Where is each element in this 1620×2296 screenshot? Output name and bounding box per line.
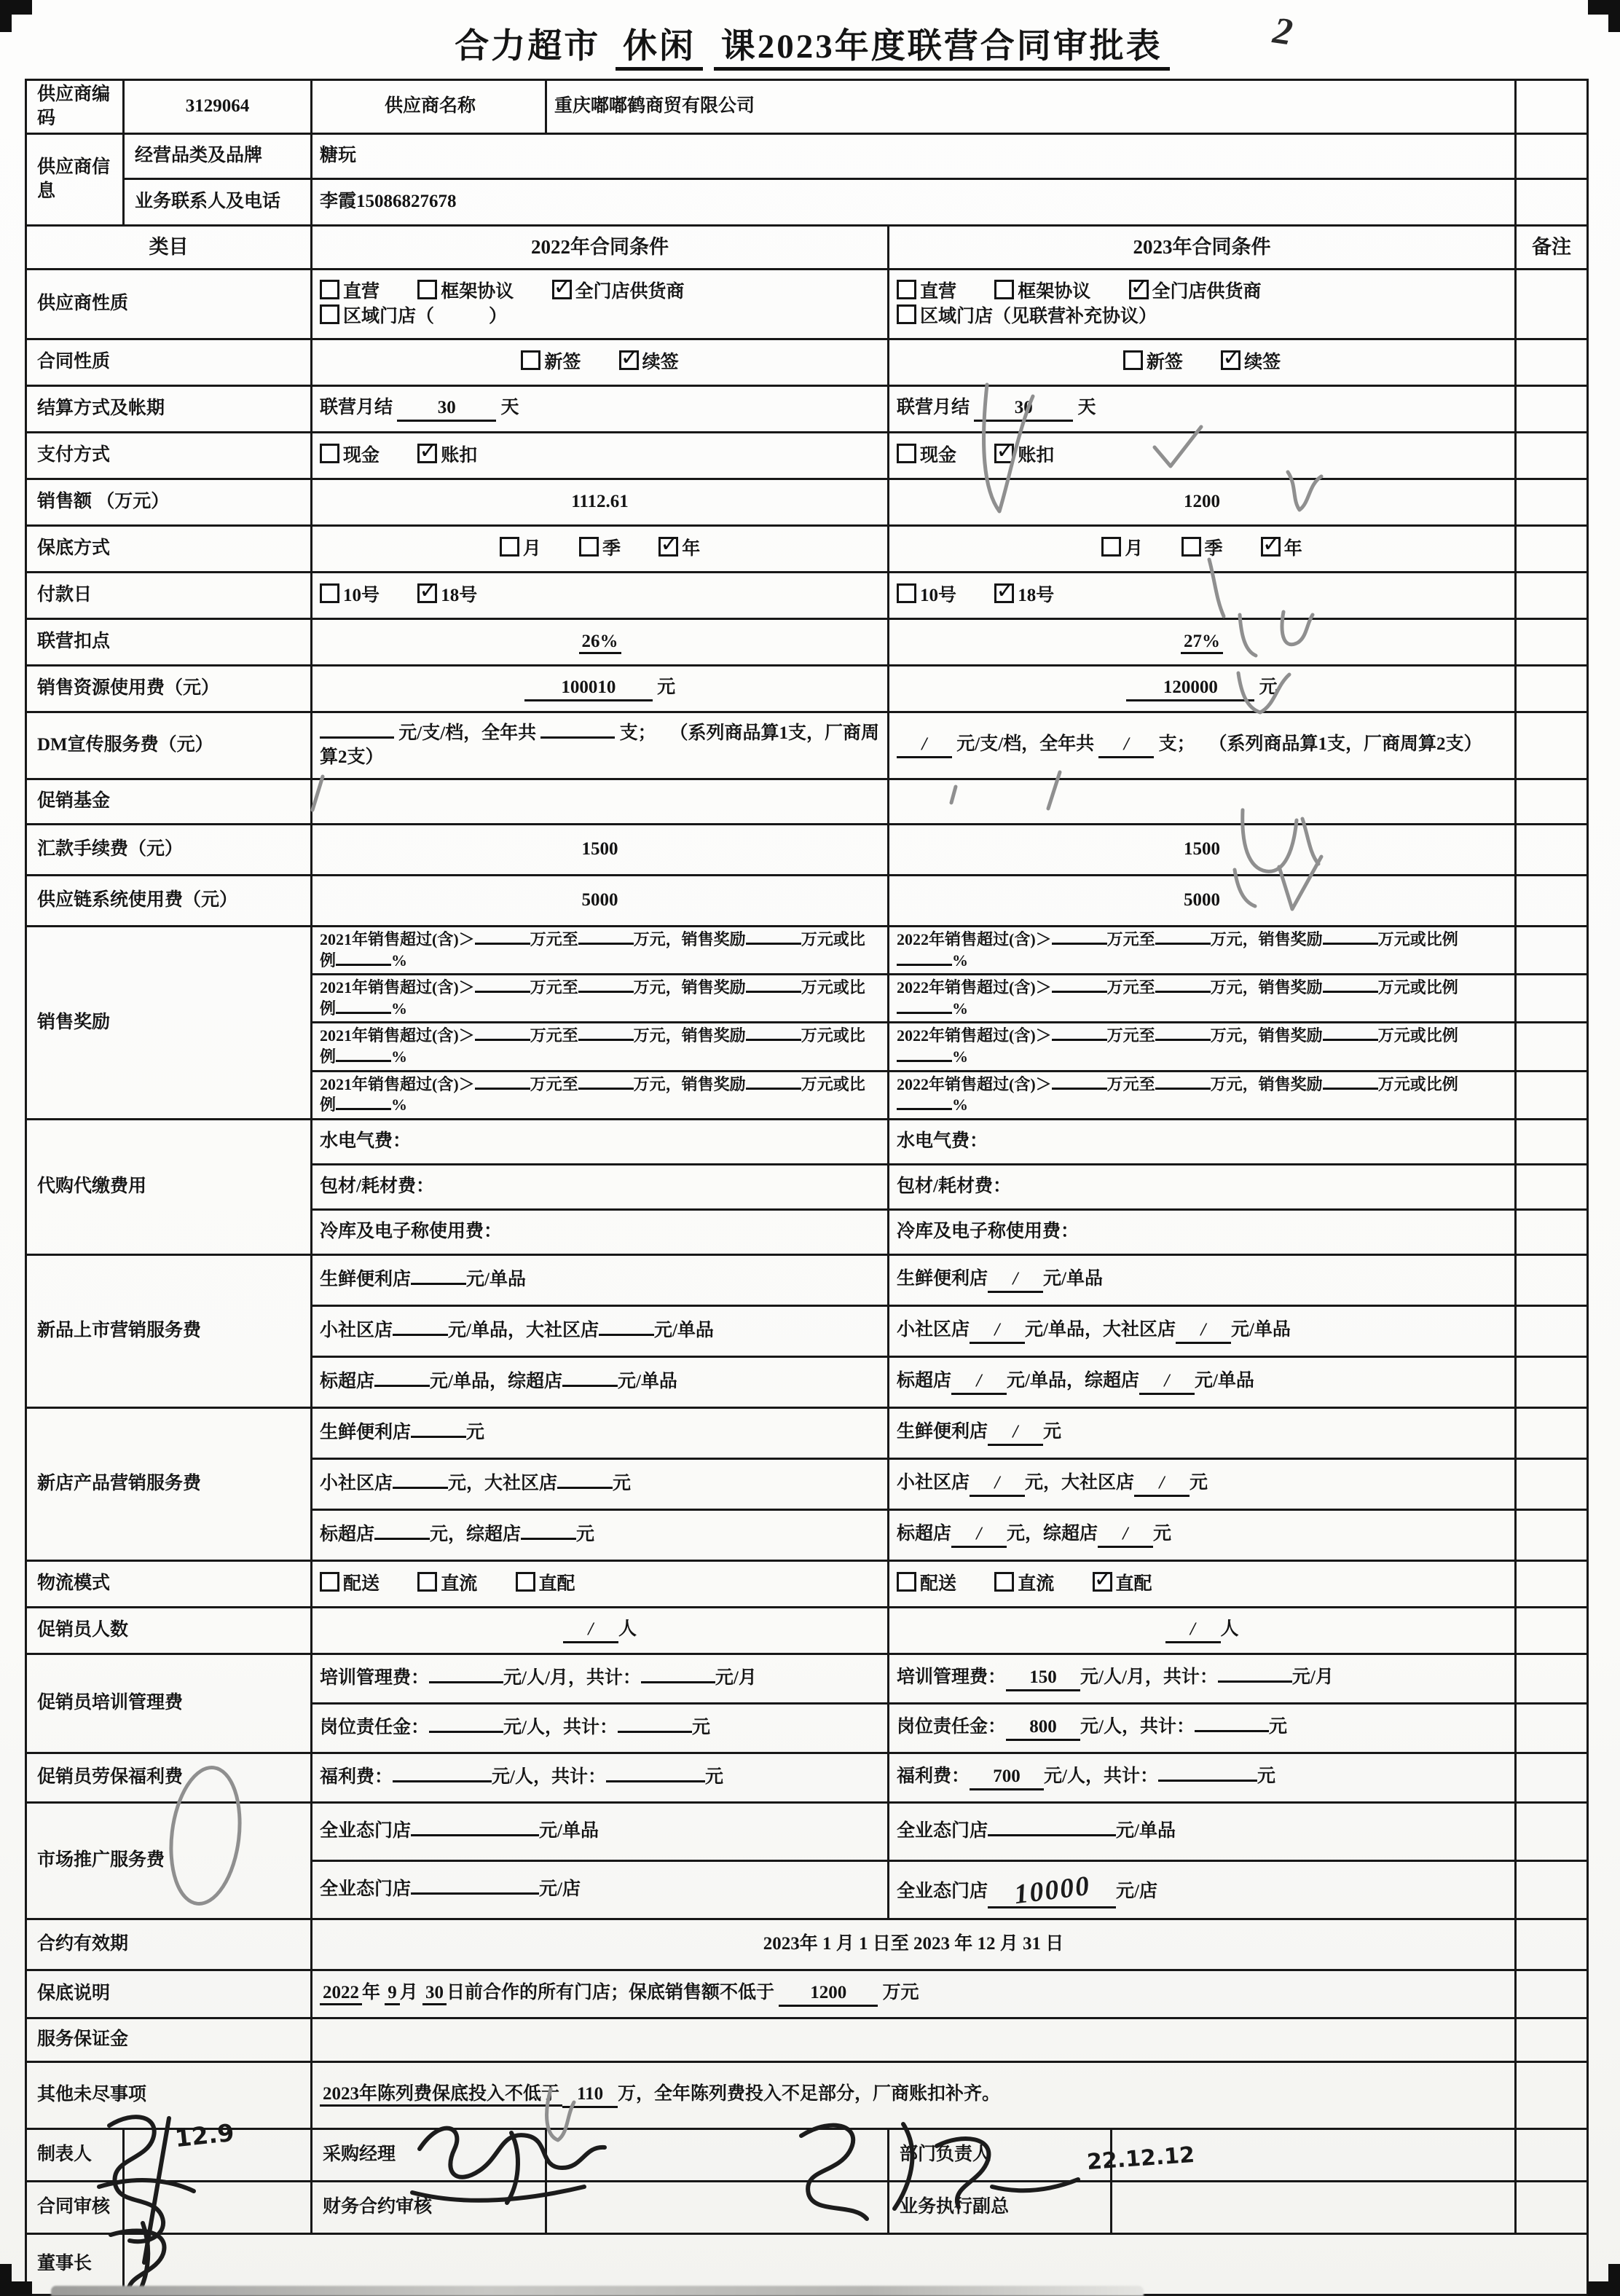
payment-2023: 现金 ✓ 账扣	[889, 433, 1516, 479]
fill-blank: /	[1098, 733, 1154, 759]
checkbox-unchecked-icon	[1181, 537, 1201, 557]
fill-blank	[336, 1012, 391, 1014]
fill-blank	[411, 1283, 466, 1285]
newstore-community-2022: 小社区店 元，大社区店 元	[312, 1458, 889, 1509]
note-cell	[1516, 1860, 1588, 1919]
sales-bonus-2023-row: 2022年销售超过(含)＞ 万元至 万元，销售奖励 万元或比例%	[889, 975, 1516, 1023]
fill-blank	[429, 1681, 503, 1683]
dm-fee-2022: 元/支/档，全年共 支； （系列商品算1支，厂商周算2支）	[312, 712, 889, 779]
supplier-name-value: 重庆嘟嘟鹤商贸有限公司	[546, 80, 1516, 134]
promoter-count-2022: / 人	[312, 1607, 889, 1654]
fill-blank	[599, 1334, 654, 1336]
resource-fee-2023: 120000 元	[889, 666, 1516, 712]
fill-blank	[336, 964, 391, 966]
note-cell	[1516, 1119, 1588, 1164]
supplier-code-label: 供应商编码	[26, 80, 124, 134]
duty-deposit-2023: 岗位责任金： 800 元/人，共计： 元	[889, 1703, 1516, 1753]
fill-blank	[988, 1870, 1116, 1911]
note-cell	[1516, 1209, 1588, 1254]
fill-blank	[557, 1487, 613, 1489]
title-prefix: 合力超市	[455, 28, 601, 66]
promo-fund-2022	[312, 779, 889, 825]
col-header-category: 类目	[26, 226, 312, 270]
note-cell	[1516, 666, 1588, 712]
sales-amount-2022: 1112.61	[312, 479, 889, 526]
checkbox-unchecked-icon	[320, 280, 339, 299]
finance-audit-label: 财务合约审核	[312, 2181, 546, 2233]
vp-signature-cell	[1112, 2181, 1516, 2233]
newstore-super-2022: 标超店 元，综超店 元	[312, 1509, 889, 1560]
finance-signature-cell	[546, 2181, 889, 2233]
note-cell	[1516, 479, 1588, 526]
fill-blank: /	[1176, 1318, 1231, 1345]
fill-blank	[320, 736, 394, 739]
note-cell	[1516, 2061, 1588, 2128]
scm-fee-label: 供应链系统使用费（元）	[26, 876, 312, 927]
fill-blank	[988, 1834, 1116, 1836]
service-deposit-value	[312, 2018, 1516, 2061]
checkbox-unchecked-icon	[897, 304, 916, 324]
guarantee-mode-label: 保底方式	[26, 526, 312, 573]
scm-fee-2022: 5000	[312, 876, 889, 927]
title-division-blank: 休闲	[616, 28, 703, 71]
dept-head-label: 部门负责人	[889, 2128, 1112, 2181]
scan-corner-mark	[0, 2264, 12, 2296]
remit-fee-label: 汇款手续费（元）	[26, 825, 312, 876]
promoter-count-label: 促销员人数	[26, 1607, 312, 1654]
welfare-fee-2022: 福利费： 元/人，共计： 元	[312, 1753, 889, 1802]
note-cell	[1516, 1164, 1588, 1209]
fill-blank: 30	[397, 396, 496, 422]
remit-fee-2022: 1500	[312, 825, 889, 876]
newproduct-super-2022: 标超店 元/单品，综超店 元/单品	[312, 1356, 889, 1407]
checkbox-checked-icon	[1093, 1572, 1112, 1592]
fill-blank: 100010	[524, 676, 653, 702]
checkbox-unchecked-icon	[1101, 537, 1121, 557]
fill-blank	[562, 1385, 618, 1387]
checkbox-checked-icon	[619, 350, 639, 370]
newproduct-fresh-2023: 生鲜便利店 / 元/单品	[889, 1254, 1516, 1305]
contact-value: 李霞15086827678	[312, 179, 1516, 226]
checkbox-unchecked-icon	[994, 280, 1014, 299]
fill-blank	[475, 943, 530, 945]
vp-label: 业务执行副总	[889, 2181, 1112, 2233]
fill-blank	[897, 1012, 952, 1014]
checkbox-unchecked-icon	[417, 1572, 437, 1592]
fill-blank: /	[897, 733, 952, 759]
fill-blank: /	[1134, 1471, 1190, 1498]
market-fee-store-2022: 全业态门店 元/店	[312, 1860, 889, 1919]
contract-audit-label: 合同审核	[26, 2181, 124, 2233]
fill-blank	[393, 1334, 448, 1336]
maker-label: 制表人	[26, 2128, 124, 2181]
supplier-name-label: 供应商名称	[312, 80, 546, 134]
fill-blank: 700	[970, 1765, 1044, 1791]
checkbox-checked-icon	[552, 280, 572, 299]
fill-blank	[475, 991, 530, 993]
agency-packing-2023: 包材/耗材费：	[889, 1164, 1516, 1209]
contract-approval-table	[25, 79, 1589, 2296]
fill-blank	[374, 1538, 430, 1540]
promo-fund-2023	[889, 779, 1516, 825]
newstore-fresh-2022: 生鲜便利店 元	[312, 1407, 889, 1458]
supplier-nature-2022: 直营 框架协议 ✓ 全门店供货商 区域门店（ ）	[312, 270, 889, 339]
sales-bonus-2023-row: 2022年销售超过(含)＞ 万元至 万元，销售奖励 万元或比例%	[889, 927, 1516, 975]
fill-blank	[411, 1436, 466, 1438]
welfare-fee-2023: 福利费： 700 元/人，共计： 元	[889, 1753, 1516, 1802]
supplier-nature-2023: 直营 框架协议 ✓ 全门店供货商 区域门店（见联营补充协议）	[889, 270, 1516, 339]
checkbox-unchecked-icon	[320, 444, 339, 463]
contract-nature-label: 合同性质	[26, 339, 312, 386]
sales-bonus-2023-row: 2022年销售超过(含)＞ 万元至 万元，销售奖励 万元或比例%	[889, 1071, 1516, 1119]
checkbox-unchecked-icon	[897, 583, 916, 603]
checkbox-checked-icon	[994, 444, 1014, 463]
checkbox-unchecked-icon	[897, 1572, 916, 1592]
dept-signature-date: 22.12.12	[1085, 2142, 1196, 2176]
fill-blank: 800	[1006, 1715, 1080, 1742]
fill-blank: /	[1098, 1522, 1153, 1549]
contract-nature-2023: 新签 ✓ 续签	[889, 339, 1516, 386]
note-cell	[1516, 712, 1588, 779]
agency-fees-label: 代购代缴费用	[26, 1119, 312, 1254]
validity-value: 2023年 1 月 1 日至 2023 年 12 月 31 日	[312, 1919, 1516, 1970]
note-cell	[1516, 1654, 1588, 1703]
title-suffix: 课2023年度联营合同审批表	[714, 28, 1170, 71]
fill-blank	[393, 1487, 448, 1489]
fill-blank	[578, 1088, 634, 1090]
fill-blank	[1323, 991, 1378, 993]
note-cell	[1516, 1970, 1588, 2018]
newstore-community-2023: 小社区店 / 元，大社区店 / 元	[889, 1458, 1516, 1509]
fill-blank	[521, 1538, 576, 1540]
agency-coldstore-2023: 冷库及电子称使用费：	[889, 1209, 1516, 1254]
note-cell	[1516, 270, 1588, 339]
checkbox-unchecked-icon	[500, 537, 519, 557]
fill-blank: /	[951, 1522, 1007, 1549]
chairman-label: 董事长	[26, 2233, 124, 2295]
settlement-2022: 联营月结 30 天	[312, 386, 889, 433]
payment-2022: 现金 ✓ 账扣	[312, 433, 889, 479]
note-cell	[1516, 386, 1588, 433]
fill-blank	[1155, 991, 1211, 993]
note-cell	[1516, 1023, 1588, 1071]
newstore-super-2023: 标超店 / 元，综超店 / 元	[889, 1509, 1516, 1560]
fill-blank	[606, 1780, 705, 1782]
fill-blank: 30	[974, 396, 1073, 422]
guarantee-mode-2023: 月 季 ✓ 年	[889, 526, 1516, 573]
handwritten-corner-note: 2	[1270, 9, 1295, 54]
note-cell	[1516, 526, 1588, 573]
fill-blank	[1155, 1088, 1211, 1090]
deduction-2023: 27%	[889, 619, 1516, 666]
checkbox-checked-icon	[1129, 280, 1149, 299]
scm-fee-2023: 5000	[889, 876, 1516, 927]
market-fee-label: 市场推广服务费	[26, 1802, 312, 1919]
newproduct-fresh-2022: 生鲜便利店 元/单品	[312, 1254, 889, 1305]
checkbox-unchecked-icon	[320, 304, 339, 324]
fill-blank: /	[1139, 1369, 1195, 1396]
fill-blank: /	[970, 1318, 1025, 1345]
handwritten-amount: 10000	[1012, 1870, 1092, 1911]
note-cell	[1516, 1607, 1588, 1654]
checkbox-unchecked-icon	[994, 1572, 1014, 1592]
fill-blank	[578, 1039, 634, 1041]
newproduct-community-2022: 小社区店 元/单品，大社区店 元/单品	[312, 1305, 889, 1356]
note-cell	[1516, 573, 1588, 619]
market-fee-item-2023: 全业态门店 元/单品	[889, 1802, 1516, 1860]
checkbox-unchecked-icon	[1123, 350, 1143, 370]
fill-blank	[475, 1088, 530, 1090]
fill-blank	[897, 1108, 952, 1110]
fill-blank	[746, 991, 801, 993]
newstore-fresh-2023: 生鲜便利店 / 元	[889, 1407, 1516, 1458]
logistics-label: 物流模式	[26, 1560, 312, 1607]
deduction-label: 联营扣点	[26, 619, 312, 666]
guarantee-mode-2022: 月 季 ✓ 年	[312, 526, 889, 573]
fill-blank	[746, 1088, 801, 1090]
fill-blank	[1195, 1730, 1269, 1732]
fill-blank	[1218, 1680, 1292, 1683]
sales-amount-label: 销售额 （万元）	[26, 479, 312, 526]
logistics-2023: 配送 直流 ✓ 直配	[889, 1560, 1516, 1607]
fill-blank: 1200	[779, 1981, 878, 2008]
note-cell	[1516, 876, 1588, 927]
agency-coldstore-2022: 冷库及电子称使用费：	[312, 1209, 889, 1254]
fill-blank	[1155, 1039, 1211, 1041]
fill-blank: /	[563, 1618, 618, 1644]
note-cell	[1516, 1802, 1588, 1860]
agency-utility-2023: 水电气费：	[889, 1119, 1516, 1164]
supplier-code-value: 3129064	[124, 80, 312, 134]
fill-blank	[746, 1039, 801, 1041]
fill-blank	[641, 1681, 715, 1683]
note-cell	[1516, 433, 1588, 479]
fill-blank	[746, 943, 801, 945]
duty-deposit-2022: 岗位责任金： 元/人，共计： 元	[312, 1703, 889, 1753]
note-cell	[1516, 1753, 1588, 1802]
fill-blank	[1158, 1780, 1257, 1782]
note-cell	[1516, 1407, 1588, 1458]
contact-label: 业务联系人及电话	[124, 179, 312, 226]
other-terms-value: 2023年陈列费保底投入不低于 110 万，全年陈列费投入不足部分，厂商账扣补齐。	[312, 2061, 1516, 2128]
checkbox-unchecked-icon	[516, 1572, 535, 1592]
fill-blank	[578, 991, 634, 993]
payday-2023: 10号 ✓ 18号	[889, 573, 1516, 619]
sales-bonus-2022-row: 2021年销售超过(含)＞ 万元至 万元，销售奖励 万元或比例 %	[312, 1071, 889, 1119]
category-brand-label: 经营品类及品牌	[124, 134, 312, 179]
fill-blank	[411, 1892, 539, 1895]
empty-cell	[1516, 2128, 1588, 2181]
empty-cell	[1516, 80, 1588, 134]
market-fee-item-2022: 全业态门店 元/单品	[312, 1802, 889, 1860]
fill-blank	[374, 1385, 430, 1387]
dm-fee-2023: / 元/支/档，全年共 / 支； （系列商品算1支，厂商周算2支）	[889, 712, 1516, 779]
note-cell	[1516, 1458, 1588, 1509]
fill-blank: /	[970, 1471, 1025, 1498]
payday-2022: 10号 ✓ 18号	[312, 573, 889, 619]
checkbox-checked-icon	[658, 537, 678, 557]
fill-blank: /	[951, 1369, 1007, 1396]
empty-cell	[1516, 134, 1588, 179]
checkbox-checked-icon	[417, 583, 437, 603]
note-cell	[1516, 1919, 1588, 1970]
note-cell	[1516, 975, 1588, 1023]
supplier-nature-label: 供应商性质	[26, 270, 312, 339]
checkbox-checked-icon	[994, 583, 1014, 603]
note-cell	[1516, 927, 1588, 975]
resource-fee-label: 销售资源使用费（元）	[26, 666, 312, 712]
sales-bonus-2022-row: 2021年销售超过(含)＞ 万元至 万元，销售奖励 万元或比例 %	[312, 1023, 889, 1071]
fill-blank	[1052, 1088, 1107, 1090]
contract-nature-2022: 新签 ✓ 续签	[312, 339, 889, 386]
fill-blank: 120000	[1126, 676, 1254, 702]
checkbox-unchecked-icon	[897, 280, 916, 299]
payday-label: 付款日	[26, 573, 312, 619]
deduction-2022: 26%	[312, 619, 889, 666]
col-header-2023: 2023年合同条件	[889, 226, 1516, 270]
scan-corner-mark	[1608, 2264, 1620, 2296]
newproduct-community-2023: 小社区店 / 元/单品，大社区店 / 元/单品	[889, 1305, 1516, 1356]
fill-blank	[429, 1731, 503, 1733]
fill-blank	[1052, 991, 1107, 993]
logistics-2022: 配送 直流 直配	[312, 1560, 889, 1607]
fill-blank	[393, 1780, 492, 1782]
fill-blank: 150	[1006, 1666, 1080, 1692]
note-cell	[1516, 1356, 1588, 1407]
training-fee-2022: 培训管理费： 元/人/月，共计： 元/月	[312, 1654, 889, 1703]
promo-fund-label: 促销基金	[26, 779, 312, 825]
note-cell	[1516, 825, 1588, 876]
dm-fee-label: DM宣传服务费（元）	[26, 712, 312, 779]
audit-signature-cell	[124, 2181, 312, 2233]
fill-blank	[1155, 943, 1211, 945]
scan-corner-mark	[1608, 0, 1620, 32]
other-terms-label: 其他未尽事项	[26, 2061, 312, 2128]
note-cell	[1516, 779, 1588, 825]
checkbox-unchecked-icon	[897, 444, 916, 463]
checkbox-unchecked-icon	[417, 280, 437, 299]
page-title	[0, 19, 1620, 68]
note-cell	[1516, 339, 1588, 386]
agency-utility-2022: 水电气费：	[312, 1119, 889, 1164]
payment-label: 支付方式	[26, 433, 312, 479]
service-deposit-label: 服务保证金	[26, 2018, 312, 2061]
guarantee-note-value: 2022 年 9 月 30 日前合作的所有门店；保底销售额不低于 1200 万元	[312, 1970, 1516, 2018]
note-cell	[1516, 1254, 1588, 1305]
maker-signature-date: 12.9	[173, 2118, 236, 2153]
checkbox-checked-icon	[417, 444, 437, 463]
training-fee-label: 促销员培训管理费	[26, 1654, 312, 1753]
supplier-info-label: 供应商信息	[26, 134, 124, 226]
fill-blank	[411, 1834, 539, 1836]
welfare-fee-label: 促销员劳保福利费	[26, 1753, 312, 1802]
checkbox-checked-icon	[1261, 537, 1281, 557]
note-cell	[1516, 1071, 1588, 1119]
col-header-2022: 2022年合同条件	[312, 226, 889, 270]
fill-blank	[897, 964, 952, 966]
validity-label: 合约有效期	[26, 1919, 312, 1970]
note-cell	[1516, 619, 1588, 666]
sales-bonus-label: 销售奖励	[26, 927, 312, 1120]
market-fee-store-2023: 全业态门店 10000 元/店	[889, 1860, 1516, 1919]
scanner-edge-shadow	[51, 2286, 1144, 2296]
note-cell	[1516, 2018, 1588, 2061]
buyer-signature-cell	[546, 2128, 889, 2181]
newproduct-super-2023: 标超店 / 元/单品，综超店 / 元/单品	[889, 1356, 1516, 1407]
fill-blank	[1323, 1088, 1378, 1090]
fill-blank	[1323, 1039, 1378, 1041]
training-fee-2023: 培训管理费： 150 元/人/月，共计： 元/月	[889, 1654, 1516, 1703]
fill-blank	[336, 1108, 391, 1110]
scan-corner-mark	[0, 0, 12, 32]
newproduct-fee-label: 新品上市营销服务费	[26, 1254, 312, 1407]
fill-blank: /	[988, 1267, 1043, 1294]
fill-blank: 110	[562, 2083, 618, 2109]
fill-blank	[1323, 943, 1378, 945]
sales-bonus-2022-row: 2021年销售超过(含)＞ 万元至 万元，销售奖励 万元或比例 %	[312, 975, 889, 1023]
fill-blank	[475, 1039, 530, 1041]
checkbox-unchecked-icon	[521, 350, 540, 370]
fill-blank	[578, 943, 634, 945]
empty-cell	[1516, 179, 1588, 226]
fill-blank	[1052, 943, 1107, 945]
fill-blank	[897, 1060, 952, 1062]
buyer-manager-label: 采购经理	[312, 2128, 546, 2181]
note-cell	[1516, 1509, 1588, 1560]
guarantee-note-label: 保底说明	[26, 1970, 312, 2018]
settlement-2023: 联营月结 30 天	[889, 386, 1516, 433]
checkbox-unchecked-icon	[320, 1572, 339, 1592]
note-cell	[1516, 1703, 1588, 1753]
checkbox-unchecked-icon	[579, 537, 599, 557]
col-header-note: 备注	[1516, 226, 1588, 270]
note-cell	[1516, 1305, 1588, 1356]
resource-fee-2022: 100010 元	[312, 666, 889, 712]
remit-fee-2023: 1500	[889, 825, 1516, 876]
fill-blank	[1052, 1039, 1107, 1041]
empty-cell	[1516, 2181, 1588, 2233]
category-brand-value: 糖玩	[312, 134, 1516, 179]
fill-blank: /	[1165, 1618, 1221, 1644]
promoter-count-2023: / 人	[889, 1607, 1516, 1654]
fill-blank	[618, 1731, 692, 1733]
checkbox-checked-icon	[1221, 350, 1240, 370]
sales-bonus-2022-row: 2021年销售超过(含)＞ 万元至 万元，销售奖励 万元或比例 %	[312, 927, 889, 975]
fill-blank	[540, 736, 615, 739]
sales-bonus-2023-row: 2022年销售超过(含)＞ 万元至 万元，销售奖励 万元或比例%	[889, 1023, 1516, 1071]
note-cell	[1516, 1560, 1588, 1607]
sales-amount-2023: 1200	[889, 479, 1516, 526]
fill-blank	[336, 1060, 391, 1062]
agency-packing-2022: 包材/耗材费：	[312, 1164, 889, 1209]
newstore-fee-label: 新店产品营销服务费	[26, 1407, 312, 1560]
fill-blank: /	[988, 1420, 1043, 1447]
settlement-label: 结算方式及帐期	[26, 386, 312, 433]
checkbox-unchecked-icon	[320, 583, 339, 603]
